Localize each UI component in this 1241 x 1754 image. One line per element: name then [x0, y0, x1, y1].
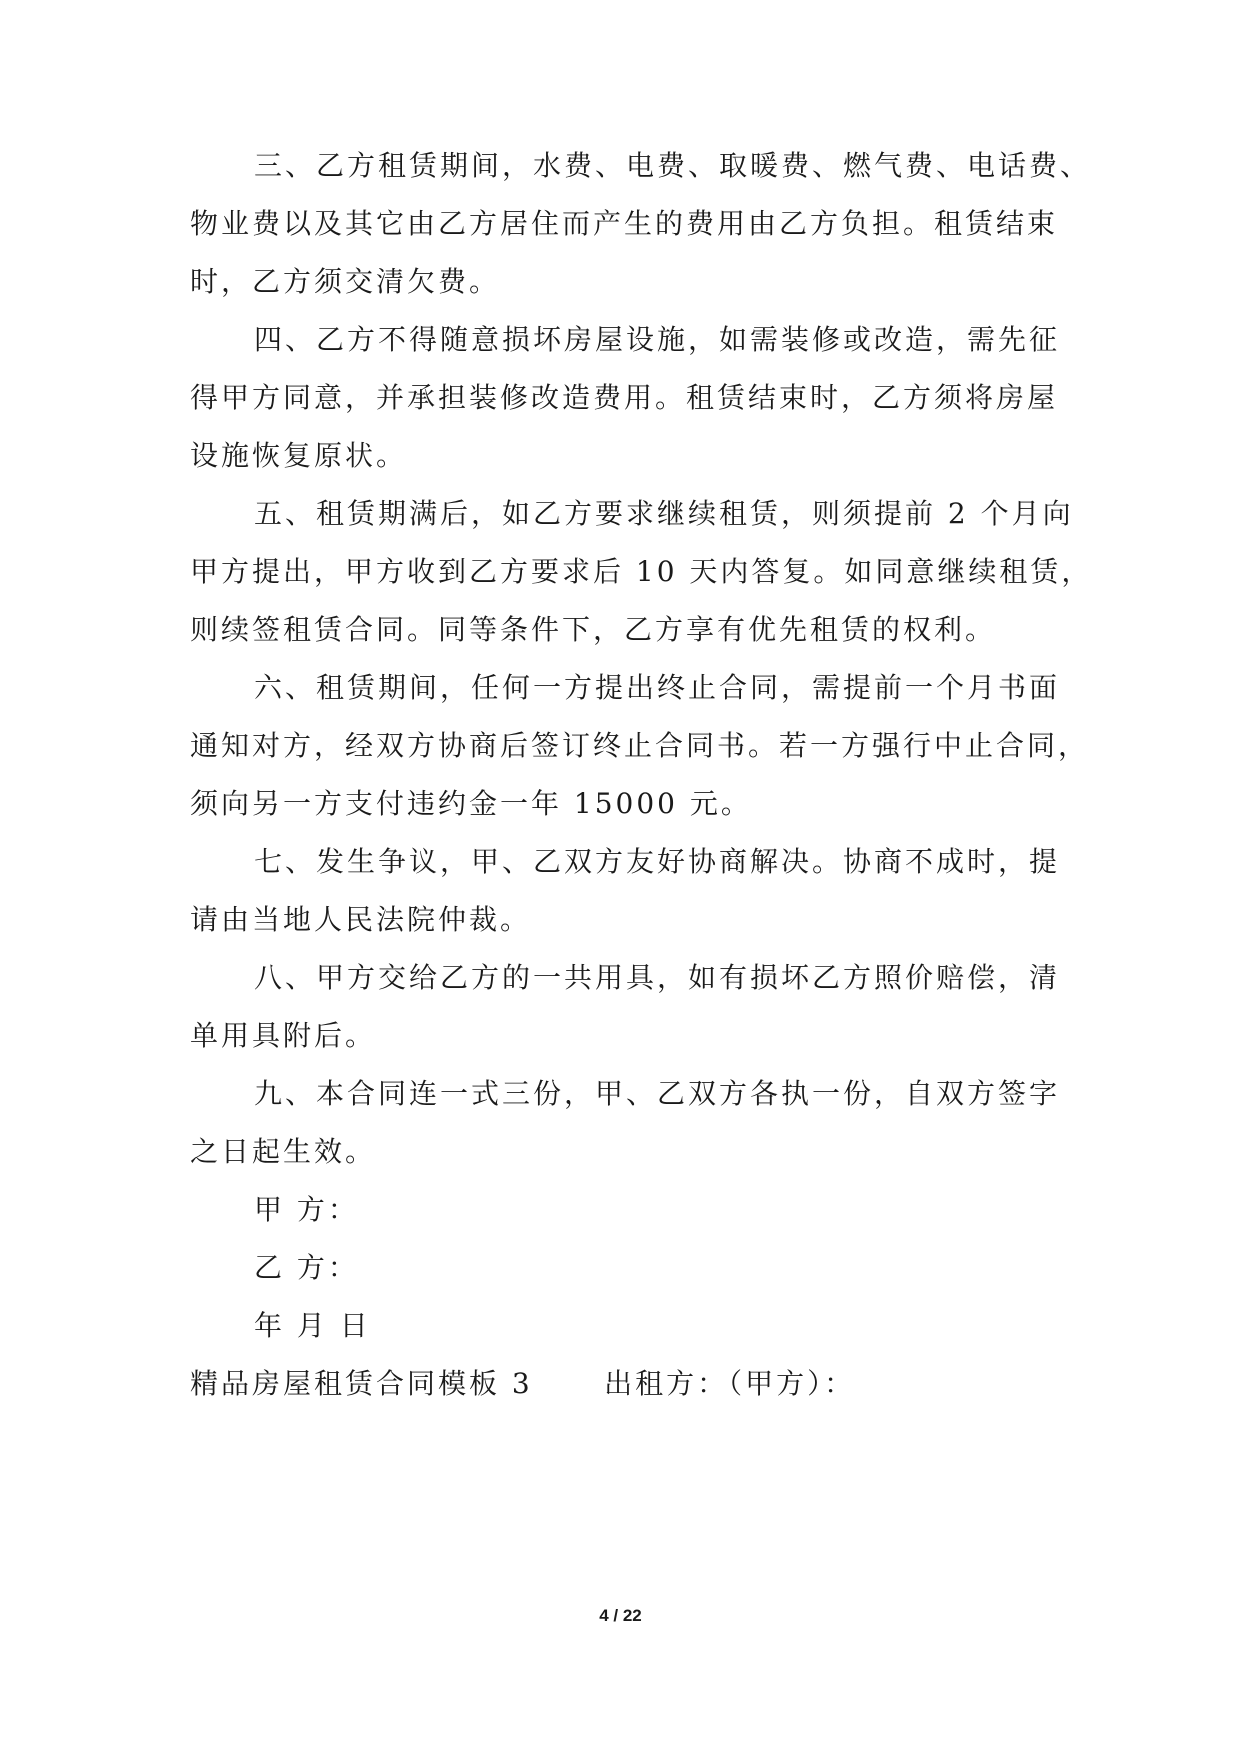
- clause-4-line-2: 得甲方同意，并承担装修改造费用。租赁结束时，乙方须将房屋: [190, 381, 1059, 414]
- signature-date: 年 月 日: [254, 1309, 371, 1342]
- clause-5-line-2: 甲方提出，甲方收到乙方要求后 10 天内答复。如同意继续租赁，: [190, 555, 1093, 588]
- clause-5-line-1: 五、租赁期满后，如乙方要求继续租赁，则须提前 2 个月向: [254, 497, 1074, 530]
- clause-6-line-3: 须向另一方支付违约金一年 15000 元。: [190, 787, 752, 820]
- clause-4-line-1: 四、乙方不得随意损坏房屋设施，如需装修或改造，需先征: [254, 323, 1061, 356]
- clause-9-line-2: 之日起生效。: [190, 1135, 377, 1168]
- clause-4-line-3: 设施恢复原状。: [190, 439, 408, 472]
- party-b-signature: 乙 方：: [254, 1251, 359, 1284]
- clause-3-line-2: 物业费以及其它由乙方居住而产生的费用由乙方负担。租赁结束: [190, 207, 1059, 240]
- clause-6-line-1: 六、租赁期间，任何一方提出终止合同，需提前一个月书面: [254, 671, 1061, 704]
- clause-6-line-2: 通知对方，经双方协商后签订终止合同书。若一方强行中止合同，: [190, 729, 1090, 762]
- clause-3-line-3: 时，乙方须交清欠费。: [190, 265, 501, 298]
- clause-8-line-2: 单用具附后。: [190, 1019, 377, 1052]
- clause-7-line-1: 七、发生争议，甲、乙双方友好协商解决。协商不成时，提: [254, 845, 1061, 878]
- next-section-heading: 精品房屋租赁合同模板 3 出租方：（甲方）：: [190, 1367, 856, 1400]
- clause-8-line-1: 八、甲方交给乙方的一共用具，如有损坏乙方照价赔偿，清: [254, 961, 1061, 994]
- clause-7-line-2: 请由当地人民法院仲裁。: [190, 903, 532, 936]
- clause-3-line-1: 三、乙方租赁期间，水费、电费、取暖费、燃气费、电话费、: [254, 149, 1092, 182]
- party-a-signature: 甲 方：: [254, 1193, 359, 1226]
- page-number: 4 / 22: [599, 1606, 642, 1625]
- clause-9-line-1: 九、本合同连一式三份，甲、乙双方各执一份，自双方签字: [254, 1077, 1061, 1110]
- clause-5-line-3: 则续签租赁合同。同等条件下，乙方享有优先租赁的权利。: [190, 613, 997, 646]
